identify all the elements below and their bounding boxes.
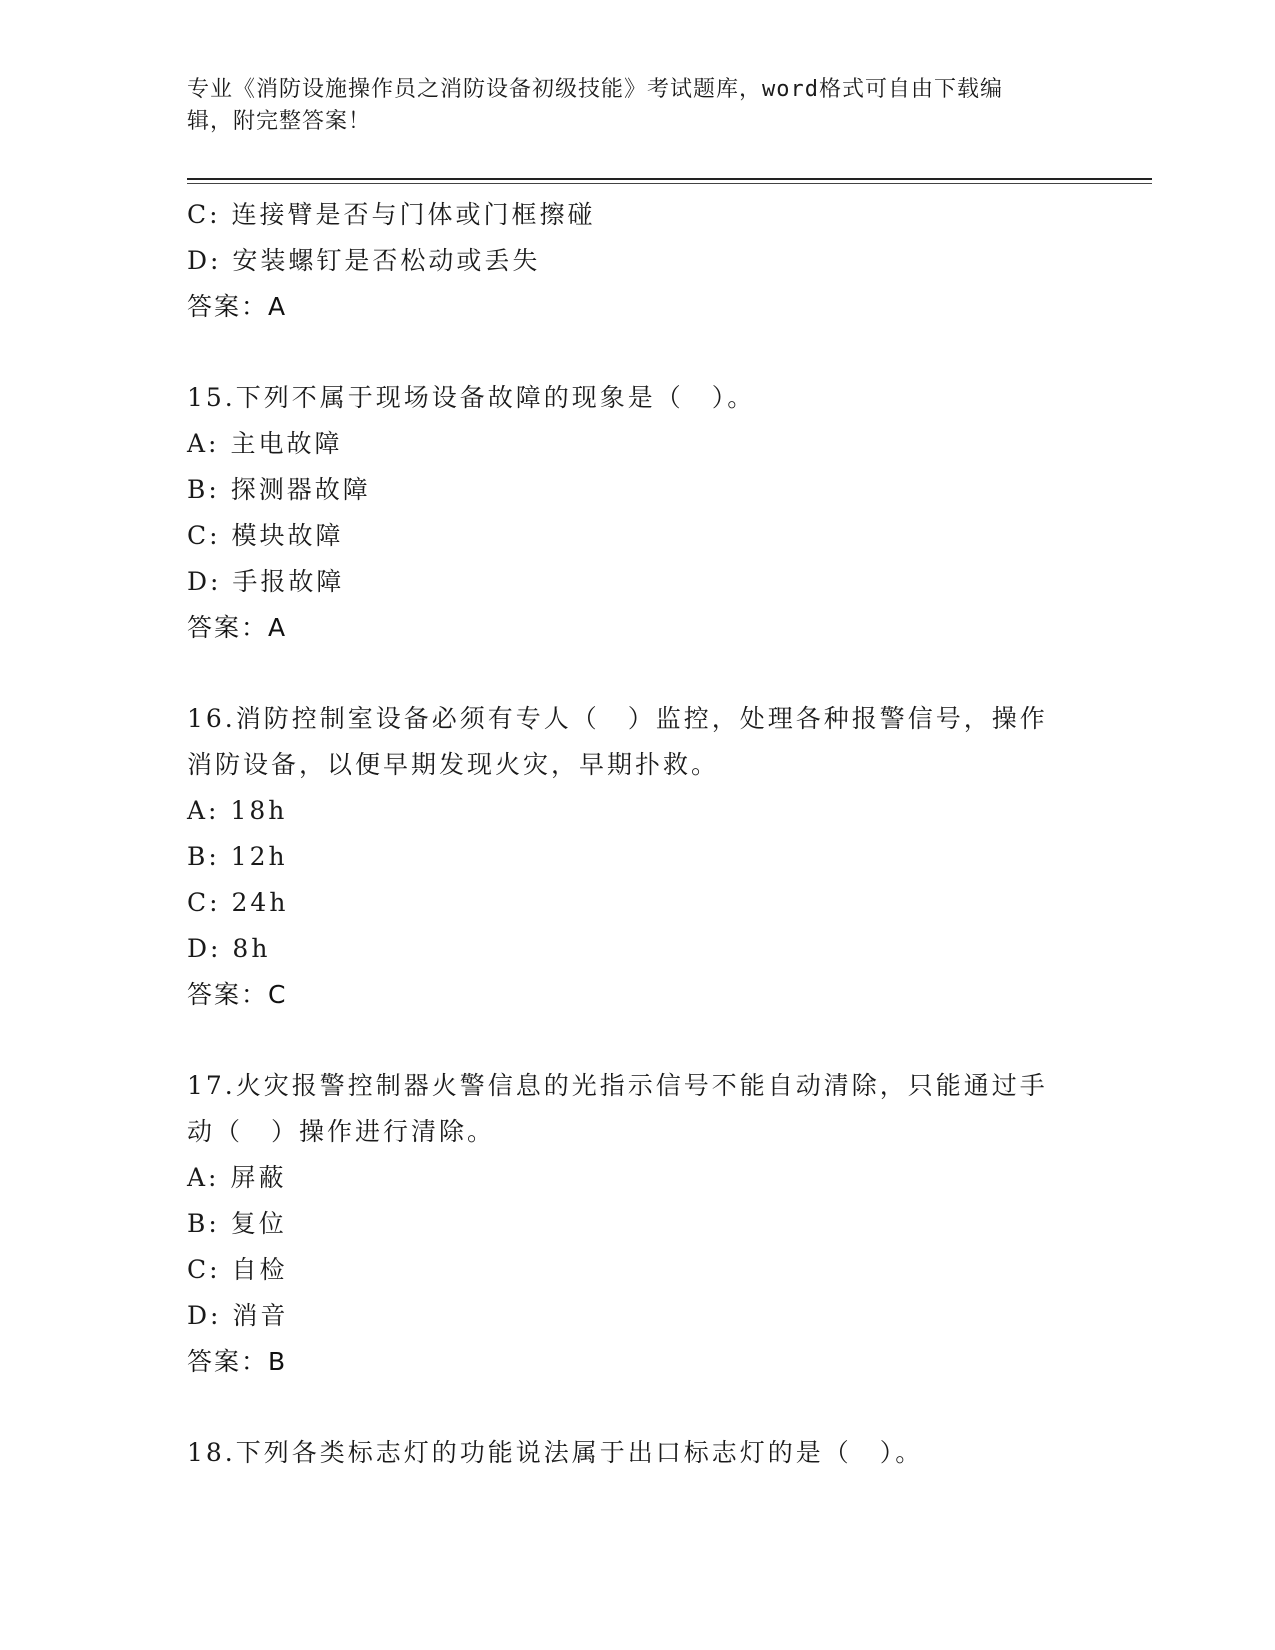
option-text: 24h (231, 888, 289, 917)
document-header (187, 74, 1067, 138)
option-c (187, 880, 1087, 926)
option-text: 主电故障 (230, 429, 343, 458)
question-text-line-1: 16.消防控制室设备必须有专人（ ）监控，处理各种报警信号，操作 (187, 704, 1048, 733)
header-line-1: 专业《消防设施操作员之消防设备初级技能》考试题库，word格式可自由下载编 (187, 77, 1003, 102)
option-d (187, 1293, 1087, 1339)
header-divider-thick (187, 178, 1152, 180)
question-text: 18.下列各类标志灯的功能说法属于出口标志灯的是（ ）。 (187, 1438, 924, 1467)
option-text: 消音 (232, 1301, 289, 1330)
answer: 答案：A (187, 613, 288, 642)
option-a (187, 421, 1087, 467)
option-text: 18h (230, 796, 288, 825)
option-a (187, 788, 1087, 834)
question-text: 15.下列不属于现场设备故障的现象是（ ）。 (187, 383, 756, 412)
answer: 答案：A (187, 292, 288, 321)
option-label: B: (187, 475, 220, 504)
option-text: 手报故障 (232, 567, 345, 596)
question-15 (187, 375, 1087, 651)
option-label: D: (187, 1301, 222, 1330)
option-label: D: (187, 934, 222, 963)
option-text: 8h (232, 934, 271, 963)
option-label: A: (187, 1163, 220, 1192)
option-text: 模块故障 (231, 521, 344, 550)
option-b (187, 467, 1087, 513)
option-label: B: (187, 842, 220, 871)
option-b (187, 834, 1087, 880)
option-d (187, 926, 1087, 972)
question-text-line-2: 消防设备，以便早期发现火灾，早期扑救。 (187, 750, 720, 779)
question-14-continued (187, 192, 1087, 330)
option-c (187, 1247, 1087, 1293)
answer: 答案：B (187, 1347, 288, 1376)
option-text: 自检 (231, 1255, 288, 1284)
option-label: A: (187, 796, 220, 825)
option-c (187, 513, 1087, 559)
question-list (187, 192, 1087, 1476)
option-d (187, 559, 1087, 605)
option-label: C: (187, 888, 221, 917)
option-b (187, 1201, 1087, 1247)
header-line-2: 辑，附完整答案！ (187, 109, 372, 134)
option-label: C: (187, 1255, 221, 1284)
option-text: 探测器故障 (230, 475, 371, 504)
question-18 (187, 1430, 1087, 1476)
option-label: B: (187, 1209, 220, 1238)
option-label: C: (187, 200, 221, 229)
option-c (187, 192, 1087, 238)
option-text: 安装螺钉是否松动或丢失 (232, 246, 541, 275)
option-text: 复位 (230, 1209, 287, 1238)
option-d (187, 238, 1087, 284)
header-divider-thin (187, 183, 1152, 184)
option-text: 屏蔽 (230, 1163, 287, 1192)
option-text: 连接臂是否与门体或门框擦碰 (231, 200, 596, 229)
question-text-line-2: 动（ ）操作进行清除。 (187, 1117, 496, 1146)
answer: 答案：C (187, 980, 288, 1009)
option-label: A: (187, 429, 220, 458)
option-label: D: (187, 567, 222, 596)
option-text: 12h (230, 842, 288, 871)
option-label: C: (187, 521, 221, 550)
option-a (187, 1155, 1087, 1201)
question-text-line-1: 17.火灾报警控制器火警信息的光指示信号不能自动清除，只能通过手 (187, 1071, 1048, 1100)
question-17 (187, 1063, 1087, 1385)
option-label: D: (187, 246, 222, 275)
question-16 (187, 696, 1087, 1018)
